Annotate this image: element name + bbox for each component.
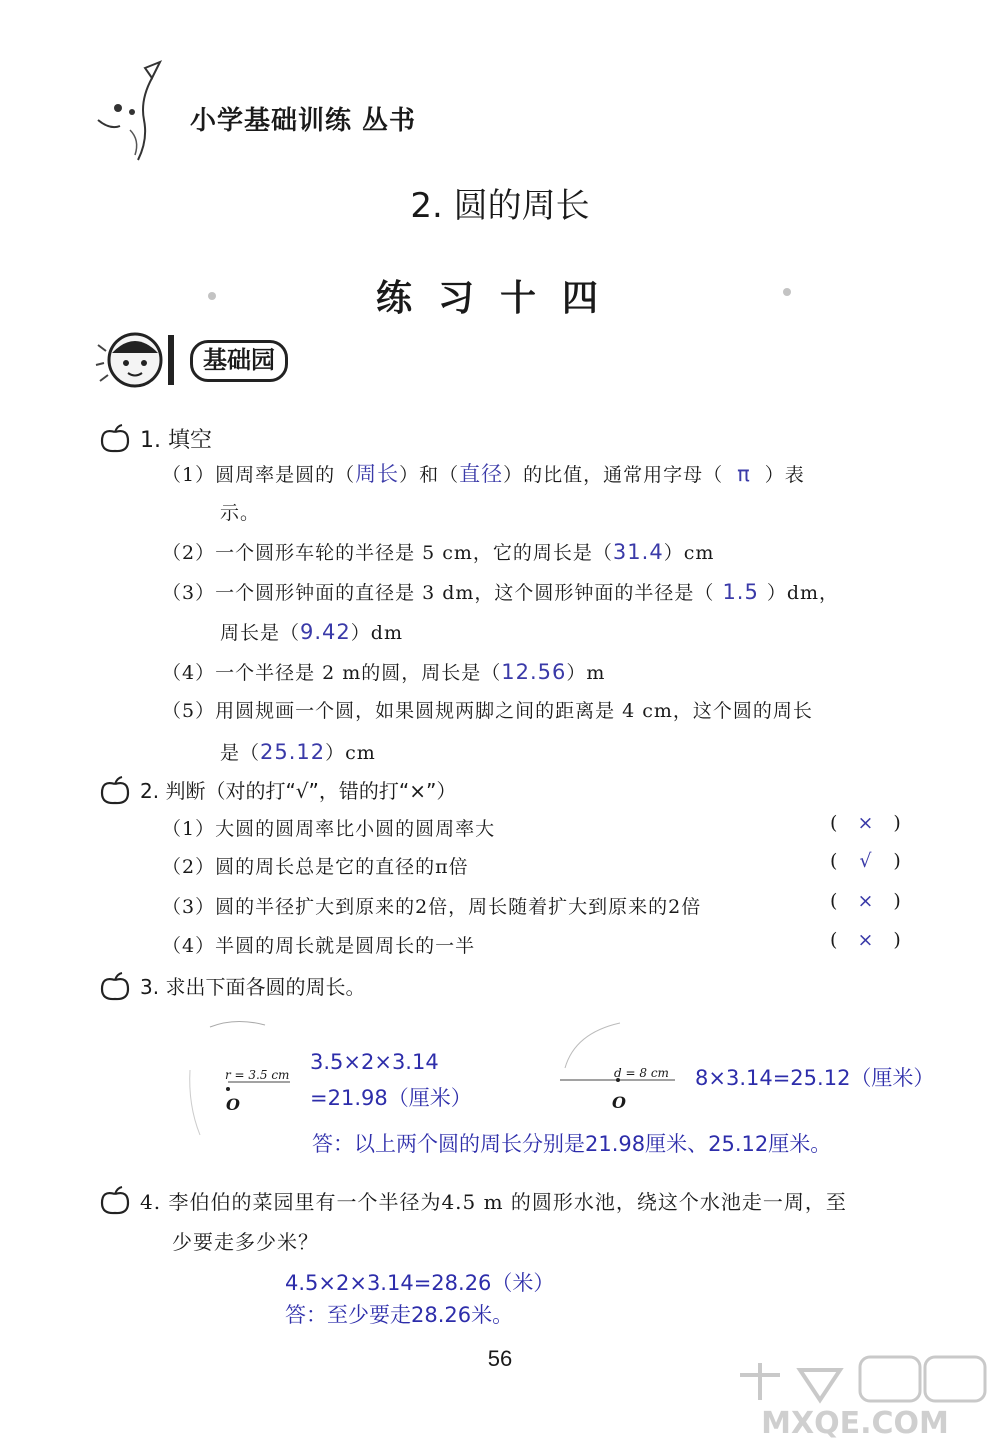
- circle-1-drawing: [180, 1015, 310, 1165]
- q2-item-2-mark-box: ( √ ): [830, 850, 901, 872]
- q1-item-5-text-d: ）cm: [325, 742, 376, 764]
- q3-answer: 答：以上两个圆的周长分别是21.98厘米、25.12厘米。: [312, 1132, 832, 1156]
- q2-item-1-mark: ×: [857, 812, 874, 834]
- q2-item-3-mark: ×: [857, 890, 874, 912]
- q1-item-3-line-2: [220, 618, 403, 645]
- kite-figure-icon: [90, 60, 170, 170]
- q1-item-5: （5）用圆规画一个圆，如果圆规两脚之间的距离是 4 cm，这个圆的周长: [162, 700, 813, 722]
- circle-2-center-label: O: [612, 1093, 626, 1112]
- badge-label: 基础园: [190, 340, 288, 382]
- circle-1-center-label: O: [226, 1095, 240, 1114]
- q2-item-1-mark-box: ( × ): [830, 812, 901, 834]
- q1-item-5-line-2: [220, 738, 376, 765]
- apple-icon: [98, 1186, 132, 1216]
- q2-item-4-mark-box: ( × ): [830, 929, 901, 951]
- q4-answer: 答：至少要走28.26米。: [285, 1303, 514, 1327]
- q2-item-2-mark: √: [859, 850, 872, 872]
- q3-title: 3. 求出下面各圆的周长。: [140, 975, 366, 999]
- q1-item-3-text-d: ）dm: [350, 622, 403, 644]
- q4-work: 4.5×2×3.14=28.26（米）: [285, 1271, 555, 1295]
- apple-icon: [98, 972, 132, 1002]
- q1-item-1-answer-2: 直径: [459, 462, 504, 486]
- q1-item-3-text-a: （3）一个圆形钟面的直径是 3 dm，这个圆形钟面的半径是（: [162, 582, 715, 604]
- q1-item-3-answer-2: 9.42: [300, 620, 351, 644]
- q1-item-4-text-a: （4）一个半径是 2 m的圆，周长是（: [162, 662, 502, 684]
- watermark-logo: [720, 1355, 990, 1440]
- circle-1-work-line-2: =21.98（厘米）: [310, 1086, 472, 1110]
- q1-item-1-text-a: （1）圆周率是圆的（: [162, 464, 356, 486]
- q4-line-1: 4. 李伯伯的菜园里有一个半径为4.5 m 的圆形水池，绕这个水池走一周，至: [140, 1190, 847, 1214]
- q1-item-1-line-2: 示。: [220, 502, 261, 524]
- q1-item-1-answer-1: 周长: [355, 462, 400, 486]
- apple-icon: [98, 424, 132, 454]
- circle-1-radius-label: r = 3.5 cm: [225, 1068, 290, 1082]
- q1-item-3-text-c: 周长是（: [220, 622, 301, 644]
- exercise-title: 练习十四: [375, 277, 624, 319]
- section-title: 2. 圆的周长: [410, 186, 590, 226]
- q1-item-3-answer: 1.5: [722, 580, 759, 604]
- q1-item-1-text-c: ）的比值，通常用字母（: [503, 464, 724, 486]
- q1-item-1-answer-3: π: [737, 462, 751, 486]
- decorative-speck: [783, 288, 791, 296]
- q1-item-5-text-c: 是（: [220, 742, 261, 764]
- q2-item-1: （1）大圆的圆周率比小圆的圆周率大: [162, 818, 496, 840]
- q1-item-4-text-b: ）m: [566, 662, 606, 684]
- decorative-speck: [208, 292, 216, 300]
- q1-item-2: [162, 538, 714, 565]
- circle-2-work: 8×3.14=25.12（厘米）: [695, 1066, 935, 1090]
- q1-title: 1. 填空: [140, 428, 212, 453]
- q4-line-2: 少要走多少米？: [172, 1230, 319, 1254]
- q1-item-3-text-b: ）dm，: [766, 582, 840, 604]
- q1-item-2-text-a: （2）一个圆形车轮的半径是 5 cm，它的周长是（: [162, 542, 613, 564]
- watermark-text: MXQE.COM: [761, 1406, 949, 1440]
- page-number: 56: [487, 1346, 513, 1371]
- q1-item-5-answer: 25.12: [260, 740, 326, 764]
- circle-2-diameter-label: d = 8 cm: [614, 1066, 669, 1080]
- q1-item-4-answer: 12.56: [501, 660, 567, 684]
- q1-item-3: [162, 578, 839, 605]
- q2-item-4-mark: ×: [857, 929, 874, 951]
- q1-item-1: [162, 458, 805, 488]
- q1-item-1-text-b: ）和（: [399, 464, 460, 486]
- q1-item-4: [162, 658, 605, 685]
- q1-item-2-text-b: ）cm: [663, 542, 715, 564]
- series-title: 小学基础训练 丛书: [190, 106, 417, 136]
- circle-1-work-line-1: 3.5×2×3.14: [310, 1050, 439, 1074]
- q2-item-3-mark-box: ( × ): [830, 890, 901, 912]
- q2-item-2: （2）圆的周长总是它的直径的π倍: [162, 856, 469, 878]
- q2-title: 2. 判断（对的打“√”，错的打“×”）: [140, 779, 457, 803]
- apple-icon: [98, 776, 132, 806]
- q2-item-3: （3）圆的半径扩大到原来的2倍，周长随着扩大到原来的2倍: [162, 896, 702, 918]
- q2-item-4: （4）半圆的周长就是圆周长的一半: [162, 935, 476, 957]
- q1-item-1-text-d: ）表: [764, 464, 805, 486]
- q1-item-2-answer: 31.4: [612, 540, 664, 564]
